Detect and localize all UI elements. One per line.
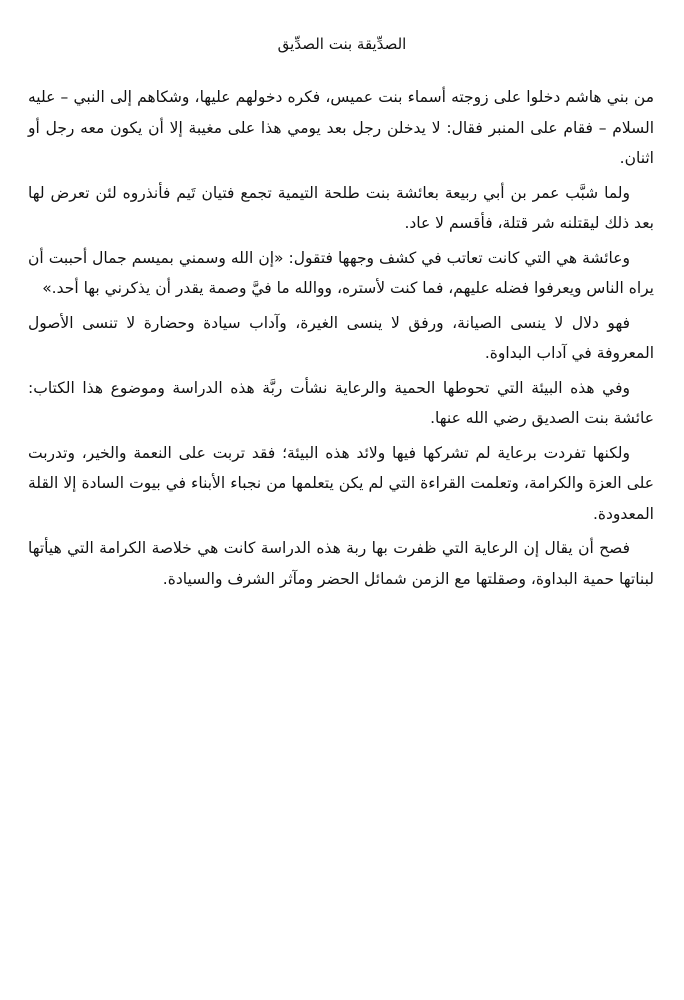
paragraph: فصح أن يقال إن الرعاية التي ظفرت بها ربة هذه الدراسة كانت هي خلاصة الكرامة التي هيأتها لبناتها حمية البداوة، وصقلتها مع الزمن شمائل الحضر ومآثر الشرف والسيادة.: [28, 539, 654, 588]
paragraph: وعائشة هي التي كانت تعاتب في كشف وجهها فتقول: «إن الله وسمني بميسم جمال أحببت أن يراه الناس ويعرفوا فضله عليهم، فما كنت لأستره، ووالله ما فيَّ وصمة يقدر أن يذكرني بها أحد.»: [28, 248, 654, 297]
paragraph: وفي هذه البيئة التي تحوطها الحمية والرعاية نشأت ربَّة هذه الدراسة وموضوع هذا الكتاب: عائشة بنت الصديق رضي الله عنها.: [28, 378, 654, 427]
body-text: [28, 82, 654, 598]
paragraph: ولكنها تفردت برعاية لم تشركها فيها ولائد هذه البيئة؛ فقد تربت على النعمة والخير، وتدربت على العزة والكرامة، وتعلمت القراءة التي لم يكن يتعلمها من نجباء الأبناء في بيوت السادة إلا القلة المعدودة.: [28, 443, 654, 523]
paragraph: من بني هاشم دخلوا على زوجته أسماء بنت عميس، فكره دخولهم عليها، وشكاهم إلى النبي – عليه السلام – فقام على المنبر فقال: لا يدخلن رجل بعد يومي هذا على مغيبة إلا أن يكون معه رجل أو اثنان.: [28, 88, 654, 167]
paragraph: ولما شبَّب عمر بن أبي ربيعة بعائشة بنت طلحة التيمية تجمع فتيان تَيم فأنذروه لئن تعرض لها بعد ذلك ليقتلنه شر قتلة، فأقسم لا عاد.: [28, 183, 654, 232]
paragraph: فهو دلال لا ينسى الصيانة، ورفق لا ينسى الغيرة، وآداب سيادة وحضارة لا تنسى الأصول المعروفة في آداب البداوة.: [28, 313, 654, 362]
running-header: الصدِّيقة بنت الصدِّيق: [277, 35, 407, 53]
